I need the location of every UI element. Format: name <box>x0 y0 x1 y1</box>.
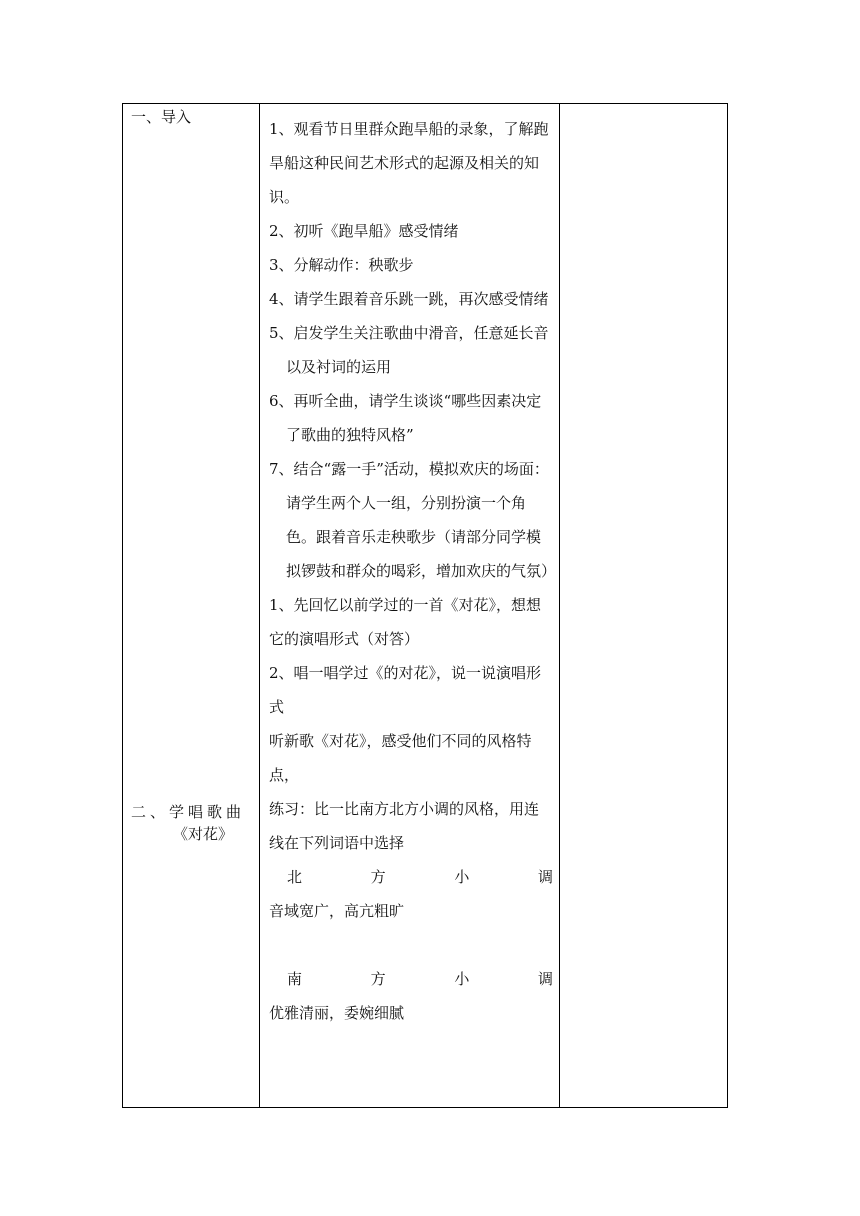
activity-item: 1、观看节日里群众跑旱船的录象，了解跑旱船这种民间艺术形式的起源及相关的知识。 <box>269 120 549 206</box>
activity-item: 练习：比一比南方北方小调的风格，用连线在下列词语中选择 <box>269 800 540 852</box>
section-song-name: 《对花》 <box>173 825 234 843</box>
heading-char: 小 <box>454 970 470 988</box>
heading-char: 小 <box>454 868 470 886</box>
section-intro-label: 一、导入 <box>131 108 192 126</box>
activity-item: 2、初听《跑旱船》感受情绪 <box>269 222 459 240</box>
heading-char: 方 <box>370 970 386 988</box>
heading-char: 北 <box>287 868 303 886</box>
column-divider <box>559 104 560 1107</box>
heading-char: 调 <box>537 868 553 886</box>
north-style-desc: 音域宽广，高亢粗旷 <box>269 902 405 920</box>
activity-item: 2、唱一唱学过《的对花》，说一说演唱形式 <box>269 664 542 716</box>
heading-char: 方 <box>370 868 386 886</box>
activity-item: 6、再听全曲，请学生谈谈“哪些因素决定了歌曲的独特风格” <box>269 392 542 444</box>
activity-item: 7、结合“露一手”活动，模拟欢庆的场面：请学生两个人一组，分别扮演一个角色。跟着音乐走秧歌步（请部分同学模拟锣鼓和群众的喝彩，增加欢庆的气氛） <box>269 460 557 580</box>
activity-item: 3、分解动作：秧歌步 <box>269 256 414 274</box>
activity-item: 4、请学生跟着音乐跳一跳，再次感受情绪 <box>269 290 549 308</box>
south-style-desc: 优雅清丽，委婉细腻 <box>269 1004 405 1022</box>
column-divider <box>259 104 260 1107</box>
section-song-title: 二、学唱歌曲 <box>131 803 246 821</box>
heading-char: 南 <box>287 970 303 988</box>
section-song-label <box>131 801 261 845</box>
activity-content <box>269 112 557 1030</box>
activity-item: 1、先回忆以前学过的一首《对花》，想想它的演唱形式（对答） <box>269 596 542 648</box>
activity-item: 5、启发学生关注歌曲中滑音，任意延长音以及衬词的运用 <box>269 324 549 376</box>
south-style-heading <box>269 962 553 996</box>
heading-char: 调 <box>537 970 553 988</box>
north-style-heading <box>269 860 553 894</box>
lesson-table <box>122 103 728 1108</box>
activity-item: 听新歌《对花》，感受他们不同的风格特点， <box>269 732 532 784</box>
